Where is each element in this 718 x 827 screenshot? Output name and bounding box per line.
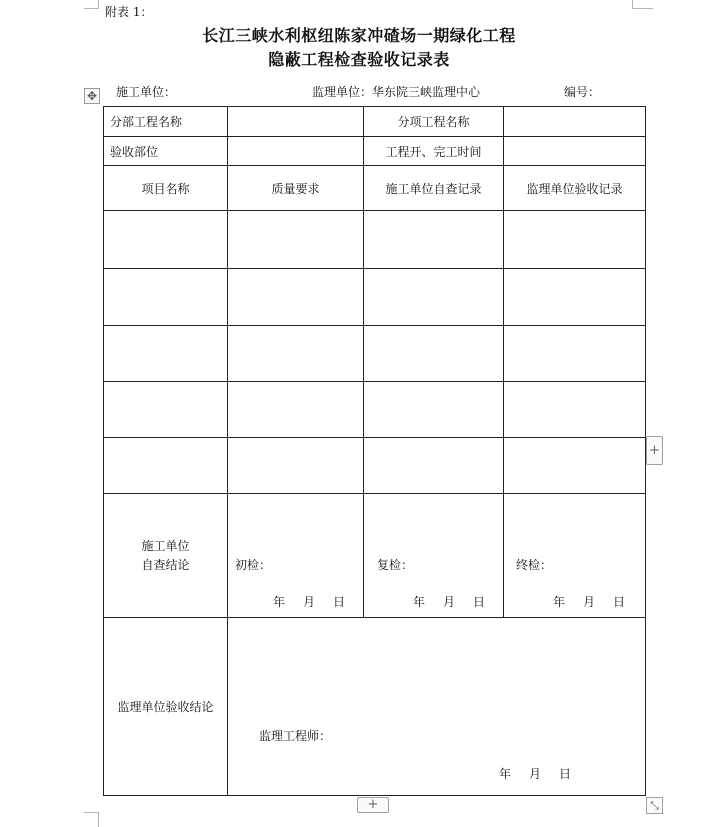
table-cell[interactable] [228, 438, 364, 494]
table-cell[interactable] [104, 269, 228, 326]
date-month: 月 [529, 767, 542, 781]
table-cell[interactable] [104, 326, 228, 382]
item-project-value-cell[interactable] [504, 107, 646, 137]
table-cell[interactable] [504, 269, 646, 326]
table-cell[interactable] [504, 438, 646, 494]
table-header-row [104, 166, 646, 211]
date-year: 年 [499, 767, 512, 781]
table-cell[interactable] [364, 211, 504, 269]
column-header-supervision-record: 监理单位验收记录 [504, 166, 646, 211]
date-month: 月 [582, 595, 595, 609]
supervisor-field [312, 83, 480, 100]
supervision-conclusion-cell[interactable] [228, 618, 646, 796]
table-cell[interactable] [504, 326, 646, 382]
page-corner-bottom-left [84, 812, 99, 827]
date-day: 日 [332, 595, 345, 609]
first-check-cell[interactable] [228, 494, 364, 618]
table-cell[interactable] [104, 382, 228, 438]
table-cell[interactable] [104, 438, 228, 494]
move-icon: ✥ [86, 89, 98, 103]
column-header-item-name: 项目名称 [104, 166, 228, 211]
final-check-date [553, 593, 625, 610]
date-year: 年 [552, 595, 565, 609]
table-cell[interactable] [228, 269, 364, 326]
column-header-quality-requirement: 质量要求 [228, 166, 364, 211]
table-cell[interactable] [228, 211, 364, 269]
table-cell[interactable] [364, 326, 504, 382]
appendix-label: 附表 1： [105, 5, 153, 19]
date-year: 年 [272, 595, 285, 609]
table-cell[interactable] [364, 269, 504, 326]
table-cell[interactable] [364, 438, 504, 494]
sub-project-value-cell[interactable] [228, 107, 364, 137]
work-time-value-cell[interactable] [504, 137, 646, 166]
re-check-date [413, 593, 485, 610]
supervisor-value: 华东院三峡监理中心 [372, 85, 481, 99]
document-title: 长江三峡水利枢纽陈家冲碴场一期绿化工程 [202, 26, 516, 45]
self-check-conclusion-row [104, 494, 646, 618]
supervisor-label: 监理单位： [312, 85, 373, 99]
work-time-label: 工程开、完工时间 [364, 137, 504, 166]
table-row [104, 211, 646, 269]
date-day: 日 [559, 767, 572, 781]
table-cell[interactable] [504, 382, 646, 438]
sub-project-label: 分部工程名称 [104, 107, 228, 137]
date-year: 年 [412, 595, 425, 609]
table-row [104, 107, 646, 137]
item-project-label: 分项工程名称 [364, 107, 504, 137]
add-row-button[interactable] [357, 797, 389, 813]
table-cell[interactable] [228, 382, 364, 438]
re-check-label: 复检： [377, 558, 414, 572]
table-cell[interactable] [364, 382, 504, 438]
document-subtitle: 隐蔽工程检查验收记录表 [268, 50, 450, 69]
first-check-label: 初检： [235, 558, 272, 572]
table-cell[interactable] [104, 211, 228, 269]
table-row [104, 326, 646, 382]
table-row [104, 438, 646, 494]
table-cell[interactable] [228, 326, 364, 382]
table-row [104, 269, 646, 326]
table-row [104, 137, 646, 166]
plus-icon: + [367, 797, 379, 812]
final-check-label: 终检： [516, 558, 553, 572]
plus-icon: + [649, 443, 660, 458]
self-check-conclusion-line2: 自查结论 [141, 557, 190, 572]
inspection-part-label: 验收部位 [104, 137, 228, 166]
supervision-conclusion-row [104, 618, 646, 796]
table-resize-handle[interactable] [646, 797, 663, 814]
date-month: 月 [442, 595, 455, 609]
add-column-button[interactable] [646, 436, 663, 465]
date-day: 日 [612, 595, 625, 609]
supervising-engineer-label: 监理工程师： [259, 729, 332, 743]
date-day: 日 [472, 595, 485, 609]
self-check-conclusion-label [104, 494, 228, 618]
contractor-label: 施工单位： [116, 85, 177, 99]
table-move-handle[interactable] [84, 88, 100, 104]
self-check-conclusion-line1: 施工单位 [141, 538, 190, 553]
supervision-date [499, 765, 571, 782]
supervision-conclusion-label: 监理单位验收结论 [104, 618, 228, 796]
resize-icon: ⤡ [650, 799, 659, 812]
table-row [104, 382, 646, 438]
re-check-cell[interactable] [364, 494, 504, 618]
number-label: 编号： [564, 85, 601, 99]
column-header-self-check-record: 施工单位自查记录 [364, 166, 504, 211]
final-check-cell[interactable] [504, 494, 646, 618]
inspection-record-table [103, 106, 646, 796]
date-month: 月 [302, 595, 315, 609]
page-corner-top-left [84, 0, 99, 9]
page-corner-top-right [632, 0, 653, 9]
table-cell[interactable] [504, 211, 646, 269]
first-check-date [273, 593, 345, 610]
inspection-part-value-cell[interactable] [228, 137, 364, 166]
